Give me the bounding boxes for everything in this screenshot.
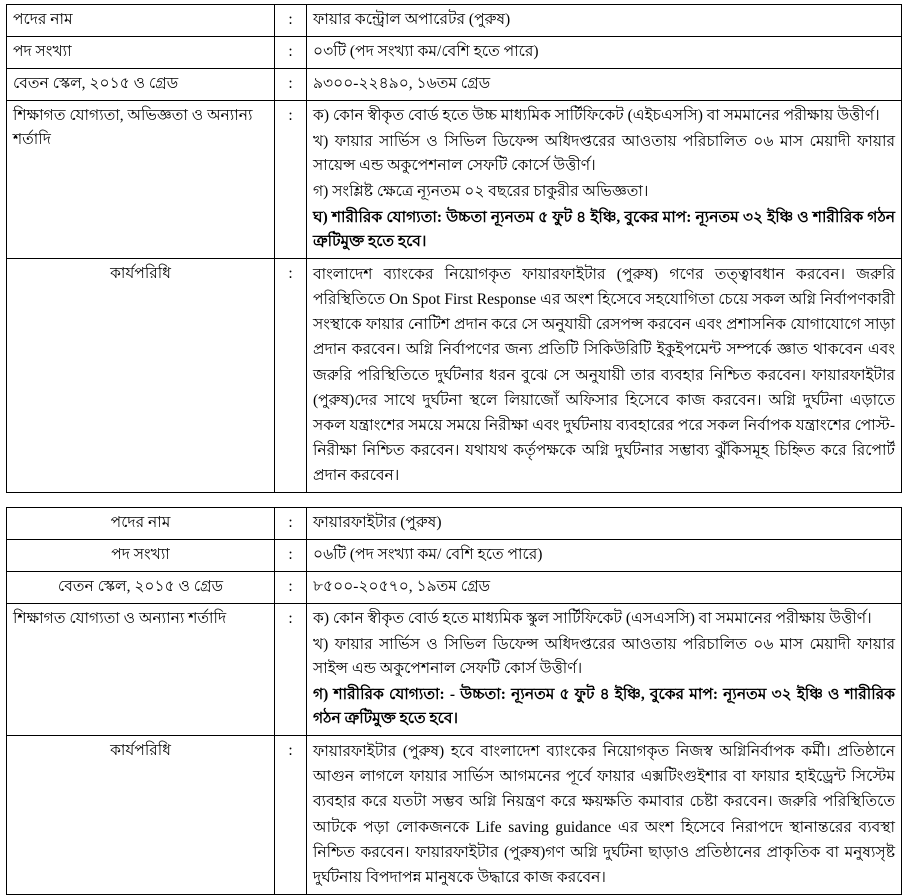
row-colon: : — [275, 101, 307, 259]
row-label-pay-scale: বেতন স্কেল, ২০১৫ ও গ্রেড — [7, 572, 275, 604]
value-line: গ) সংশ্লিষ্ট ক্ষেত্রে ন্যূনতম ০২ বছরের চাকুরীর অভিজ্ঞতা। — [313, 183, 649, 201]
table-row — [7, 572, 902, 604]
table-row — [7, 259, 902, 493]
row-value-post-name — [307, 508, 902, 540]
row-label-job-scope: কার্যপরিধি — [7, 259, 275, 493]
row-label-post-name: পদের নাম — [7, 5, 275, 37]
table-row — [7, 101, 902, 259]
table-row — [7, 540, 902, 572]
value-line: গ) শারীরিক যোগ্যতা: - উচ্চতা: ন্যূনতম ৫ ফুট ৪ ইঞ্চি, বুকের মাপ: ন্যূনতম ৩২ ইঞ্চি ও শারীরিক গঠন ত্রুটিমুক্ত হতে হবে। — [313, 686, 895, 728]
row-label-post-name: পদের নাম — [7, 508, 275, 540]
row-label-job-scope: কার্যপরিধি — [7, 736, 275, 895]
value-line: ফায়ারফাইটার (পুরুষ) হবে বাংলাদেশ ব্যাংকের নিয়োগকৃত নিজস্ব অগ্নিনির্বাপক কর্মী। প্রতিষ্ঠানে আগুন লাগলে ফায়ার সার্ভিস আগমনের পূর্বে ফায়ার এক্সটিংগুইশার বা ফায়ার হাইড্রেন্ট সিস্টেম ব্যবহার করে যতটা সম্ভব অগ্নি নিয়ন্ত্রণ করে ক্ষয়ক্ষতি কমাবার চেষ্টা করবেন। জরুরি পরিস্থিতিতে আটকে পড়া লোকজনকে Life saving guidance এর অংশ হিসেবে নিরাপদে স্থানান্তরের ব্যবস্থা নিশ্চিত করবেন। ফায়ারফাইটার (পুরুষ)গণ অগ্নি দুর্ঘটনা ছাড়াও প্রতিষ্ঠানের প্রাকৃতিক বা মনুষ্যসৃষ্ট দুর্ঘটনায় বিপদাপন্ন মানুষকে উদ্ধারে কাজ করবেন। — [313, 743, 895, 886]
table-row — [7, 508, 902, 540]
value-line: বাংলাদেশ ব্যাংকের নিয়োগকৃত ফায়ারফাইটার (পুরুষ) গণের তত্ত্বাবধান করবেন। জরুরি পরিস্থিতিতে On Spot First Response এর অংশ হিসেবে সহযোগিতা চেয়ে সকল অগ্নি নির্বাপণকারী সংস্থাকে ফায়ার নোটিশ প্রদান করে সে অনুযায়ী রেসপন্স করবেন এবং প্রশাসনিক যোগাযোগে সাড়া প্রদান করবেন। অগ্নি নির্বাপণের জন্য প্রতিটি সিকিউরিটি ইকুইপমেন্ট সম্পর্কে জ্ঞাত থাকবেন এবং জরুরি পরিস্থিতিতে দুর্ঘটনার ধরন বুঝে সে অনুযায়ী তার ব্যবহার নিশ্চিত করবেন। ফায়ারফাইটার (পুরুষ)দের সাথে দুর্ঘটনা স্থলে লিয়াজোঁ অফিসার হিসেবে কাজ করবেন। অগ্নি দুর্ঘটনা এড়াতে সকল যন্ত্রাংশের সময়ে সময়ে নিরীক্ষা এবং দুর্ঘটনায় ব্যবহারের পরে সকল নির্বাপক যন্ত্রাংশের পোস্ট-নিরীক্ষা নিশ্চিত করবেন। যথাযথ কর্তৃপক্ষকে অগ্নি দুর্ঘটনার সম্ভাব্য ঝুঁকিসমূহ চিহ্নিত করে রিপোর্ট প্রদান করবেন। — [313, 266, 895, 485]
row-colon: : — [275, 37, 307, 69]
row-label-post-count: পদ সংখ্যা — [7, 37, 275, 69]
row-value-post-name — [307, 5, 902, 37]
value-line: খ) ফায়ার সার্ভিস ও সিভিল ডিফেন্স অধিদপ্তরের আওতায় পরিচালিত ০৬ মাস মেয়াদী ফায়ার সাইন্স এন্ড অকুপেশনাল সেফটি কোর্স উত্তীর্ণ। — [313, 636, 895, 678]
job-table-firefighter — [6, 507, 902, 895]
value-line: খ) ফায়ার সার্ভিস ও সিভিল ডিফেন্স অধিদপ্তরের আওতায় পরিচালিত ০৬ মাস মেয়াদী ফায়ার সায়েন্স এন্ড অকুপেশনাল সেফটি কোর্সে উত্তীর্ণ। — [313, 133, 895, 175]
value-line: ক) কোন স্বীকৃত বোর্ড হতে মাধ্যমিক স্কুল সার্টিফিকেট (এসএসসি) বা সমমানের পরীক্ষায় উত্তীর্ণ। — [313, 610, 872, 628]
table-row — [7, 736, 902, 895]
row-label-qualifications: শিক্ষাগত যোগ্যতা ও অন্যান্য শর্তাদি — [7, 604, 275, 736]
row-colon: : — [275, 259, 307, 493]
value-line: ফায়ার কন্ট্রোল অপারেটর (পুরুষ) — [313, 11, 511, 28]
row-value-job-scope — [307, 736, 902, 895]
row-value-post-count — [307, 37, 902, 69]
row-value-post-count — [307, 540, 902, 572]
job-table-fire-control-operator — [6, 4, 902, 493]
table-row — [7, 604, 902, 736]
row-colon: : — [275, 572, 307, 604]
row-colon: : — [275, 508, 307, 540]
row-label-pay-scale: বেতন স্কেল, ২০১৫ ও গ্রেড — [7, 69, 275, 101]
row-colon: : — [275, 604, 307, 736]
value-line: ৮৫০০-২০৫৭০, ১৯তম গ্রেড — [313, 578, 491, 596]
row-label-qualifications: শিক্ষাগত যোগ্যতা, অভিজ্ঞতা ও অন্যান্য শর্তাদি — [7, 101, 275, 259]
row-colon: : — [275, 736, 307, 895]
row-colon: : — [275, 5, 307, 37]
row-value-job-scope — [307, 259, 902, 493]
value-line: ০৩টি (পদ সংখ্যা কম/বেশি হতে পারে) — [313, 43, 539, 61]
row-colon: : — [275, 540, 307, 572]
row-colon: : — [275, 69, 307, 101]
row-value-pay-scale — [307, 572, 902, 604]
value-line: ঘ) শারীরিক যোগ্যতা: উচ্চতা ন্যূনতম ৫ ফুট ৪ ইঞ্চি, বুকের মাপ: ন্যূনতম ৩২ ইঞ্চি ও শারীরিক গঠন ত্রুটিমুক্ত হতে হবে। — [313, 209, 895, 251]
table-row — [7, 37, 902, 69]
table-row — [7, 69, 902, 101]
row-label-post-count: পদ সংখ্যা — [7, 540, 275, 572]
value-line: ০৬টি (পদ সংখ্যা কম/ বেশি হতে পারে) — [313, 546, 543, 564]
row-value-pay-scale — [307, 69, 902, 101]
value-line: ক) কোন স্বীকৃত বোর্ড হতে উচ্চ মাধ্যমিক সার্টিফিকেট (এইচএসসি) বা সমমানের পরীক্ষায় উত্তীর্ণ। — [313, 107, 880, 125]
row-value-qualifications — [307, 604, 902, 736]
table-row — [7, 5, 902, 37]
value-line: ফায়ারফাইটার (পুরুষ) — [313, 514, 442, 532]
value-line: ৯৩০০-২২৪৯০, ১৬তম গ্রেড — [313, 75, 491, 93]
row-value-qualifications — [307, 101, 902, 259]
